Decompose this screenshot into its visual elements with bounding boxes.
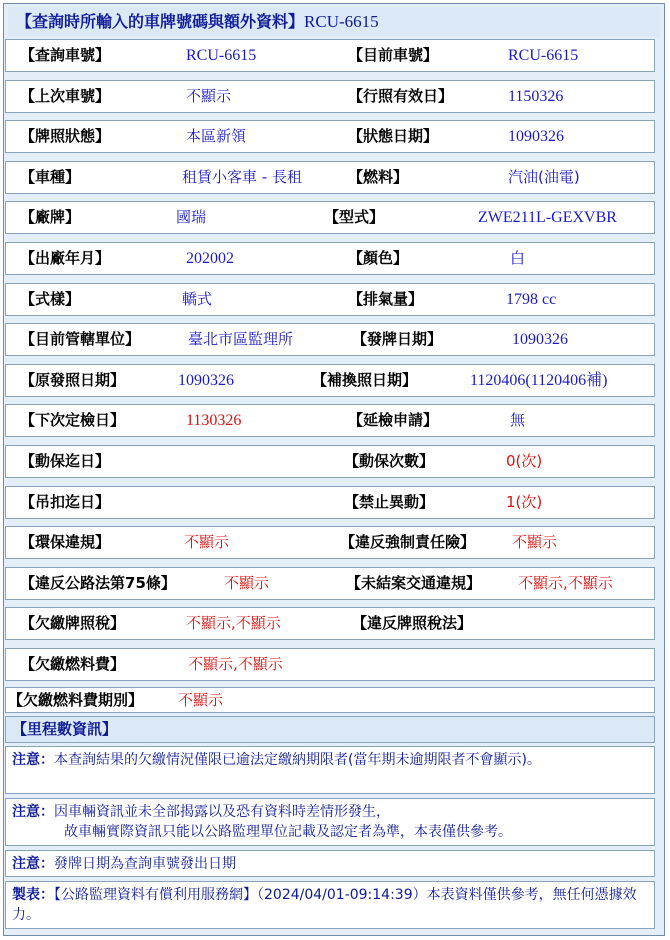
field-label: 【型式】	[324, 208, 385, 226]
field-value: 1120406(1120406補)	[470, 372, 608, 389]
info-row	[5, 567, 655, 600]
info-row	[5, 120, 655, 153]
title-prefix: 【查詢時所輸入的車牌號碼與額外資料】	[16, 12, 305, 31]
field-value: 臺北市區監理所	[188, 330, 294, 348]
footer-text: 【公路監理資料有償利用服務網】（2024/04/01-09:14:39）本表資料僅供參考，無任何憑據效力。	[12, 887, 637, 923]
field-value: 1798 cc	[506, 291, 557, 308]
field-label: 【原發照日期】	[20, 371, 126, 389]
info-row	[5, 39, 655, 72]
info-row	[5, 161, 655, 194]
field-value: 1090326	[178, 372, 234, 389]
note-text: 本查詢結果的欠繳情況僅限已逾法定繳納期限者(當年期未逾期限者不會顯示)。	[54, 752, 541, 768]
field-label: 【吊扣迄日】	[20, 493, 111, 511]
field-label: 【狀態日期】	[348, 127, 439, 145]
field-value: 本區新領	[186, 127, 247, 145]
footer-box	[5, 881, 655, 929]
field-value: 不顯示	[184, 533, 230, 551]
info-row	[5, 526, 655, 559]
field-label: 【違反公路法第75條】	[20, 574, 176, 592]
note-text: 因車輛資訊並未全部揭露以及恐有資料時差情形發生，	[54, 804, 390, 820]
field-value: 國瑞	[176, 208, 207, 226]
field-value: 不顯示,不顯示	[518, 574, 613, 592]
field-label: 【環保違規】	[20, 533, 111, 551]
field-value: 轎式	[182, 290, 213, 308]
info-row	[5, 80, 655, 113]
field-label: 【下次定檢日】	[20, 411, 126, 429]
info-row	[5, 323, 655, 356]
field-value: 汽油(油電)	[508, 168, 580, 186]
field-label: 【補換照日期】	[312, 371, 418, 389]
field-label: 【發牌日期】	[352, 330, 443, 348]
field-label: 【查詢車號】	[20, 46, 111, 64]
field-label: 【排氣量】	[348, 290, 424, 308]
field-label: 【燃料】	[348, 168, 409, 186]
footer-label: 製表：	[12, 887, 54, 903]
field-value: RCU-6615	[186, 47, 257, 64]
note-box	[5, 798, 655, 846]
field-label: 【動保次數】	[344, 452, 435, 470]
field-label: 【未結案交通違規】	[346, 574, 482, 592]
field-value: 1150326	[508, 88, 564, 105]
field-value: 無	[510, 411, 526, 429]
fuel-period-row	[5, 687, 655, 713]
field-label: 【違反牌照稅法】	[352, 614, 473, 632]
note-label: 注意：	[12, 804, 54, 820]
field-label: 【延檢申請】	[348, 411, 439, 429]
field-value: 1130326	[186, 412, 242, 429]
field-label: 【顏色】	[348, 249, 409, 267]
info-row	[5, 201, 655, 234]
field-label: 【目前管轄單位】	[20, 330, 141, 348]
field-label: 【行照有效日】	[348, 87, 454, 105]
mileage-section-header: 【里程數資訊】	[5, 716, 655, 743]
field-value: 202002	[186, 250, 234, 267]
info-row	[5, 364, 655, 397]
info-row	[5, 486, 655, 519]
note-text: 發牌日期為查詢車號發出日期	[54, 856, 236, 872]
field-label: 【上次車號】	[20, 87, 111, 105]
field-value: 不顯示	[512, 533, 558, 551]
field-value: 1(次)	[506, 493, 543, 511]
field-value: 不顯示,不顯示	[188, 655, 283, 673]
field-value: 0(次)	[506, 452, 543, 470]
field-value: 白	[510, 249, 526, 267]
field-label: 【欠繳燃料費】	[20, 655, 126, 673]
note-box	[5, 746, 655, 794]
field-value: 1090326	[512, 331, 568, 348]
title-plate: RCU-6615	[304, 12, 379, 31]
info-row	[5, 404, 655, 437]
field-label: 【欠繳牌照稅】	[20, 614, 126, 632]
note-label: 注意：	[12, 752, 54, 768]
field-label: 【廠牌】	[20, 208, 81, 226]
field-value: 租賃小客車 - 長租	[182, 168, 302, 186]
info-row	[5, 242, 655, 275]
field-value: 不顯示	[178, 691, 224, 709]
field-value: 1090326	[508, 128, 564, 145]
field-label: 【出廠年月】	[20, 249, 111, 267]
field-value: RCU-6615	[508, 47, 579, 64]
field-value: 不顯示	[224, 574, 270, 592]
field-label: 【欠繳燃料費期別】	[8, 691, 144, 709]
info-row	[5, 283, 655, 316]
field-label: 【牌照狀態】	[20, 127, 111, 145]
field-label: 【禁止異動】	[344, 493, 435, 511]
info-row	[5, 607, 655, 640]
field-label: 【式樣】	[20, 290, 81, 308]
field-value: 不顯示	[186, 87, 232, 105]
field-label: 【車種】	[20, 168, 81, 186]
info-row	[5, 648, 655, 681]
page-title	[8, 7, 660, 37]
field-value: ZWE211L-GEXVBR	[478, 209, 617, 226]
note-text-line2: 故車輛實際資訊只能以公路監理單位記載及認定者為準，本表僅供參考。	[64, 824, 512, 840]
field-value: 不顯示,不顯示	[186, 614, 281, 632]
field-label: 【違反強制責任險】	[340, 533, 476, 551]
info-row	[5, 445, 655, 478]
note-box	[5, 850, 655, 877]
note-label: 注意：	[12, 856, 54, 872]
field-label: 【動保迄日】	[20, 452, 111, 470]
field-label: 【目前車號】	[348, 46, 439, 64]
